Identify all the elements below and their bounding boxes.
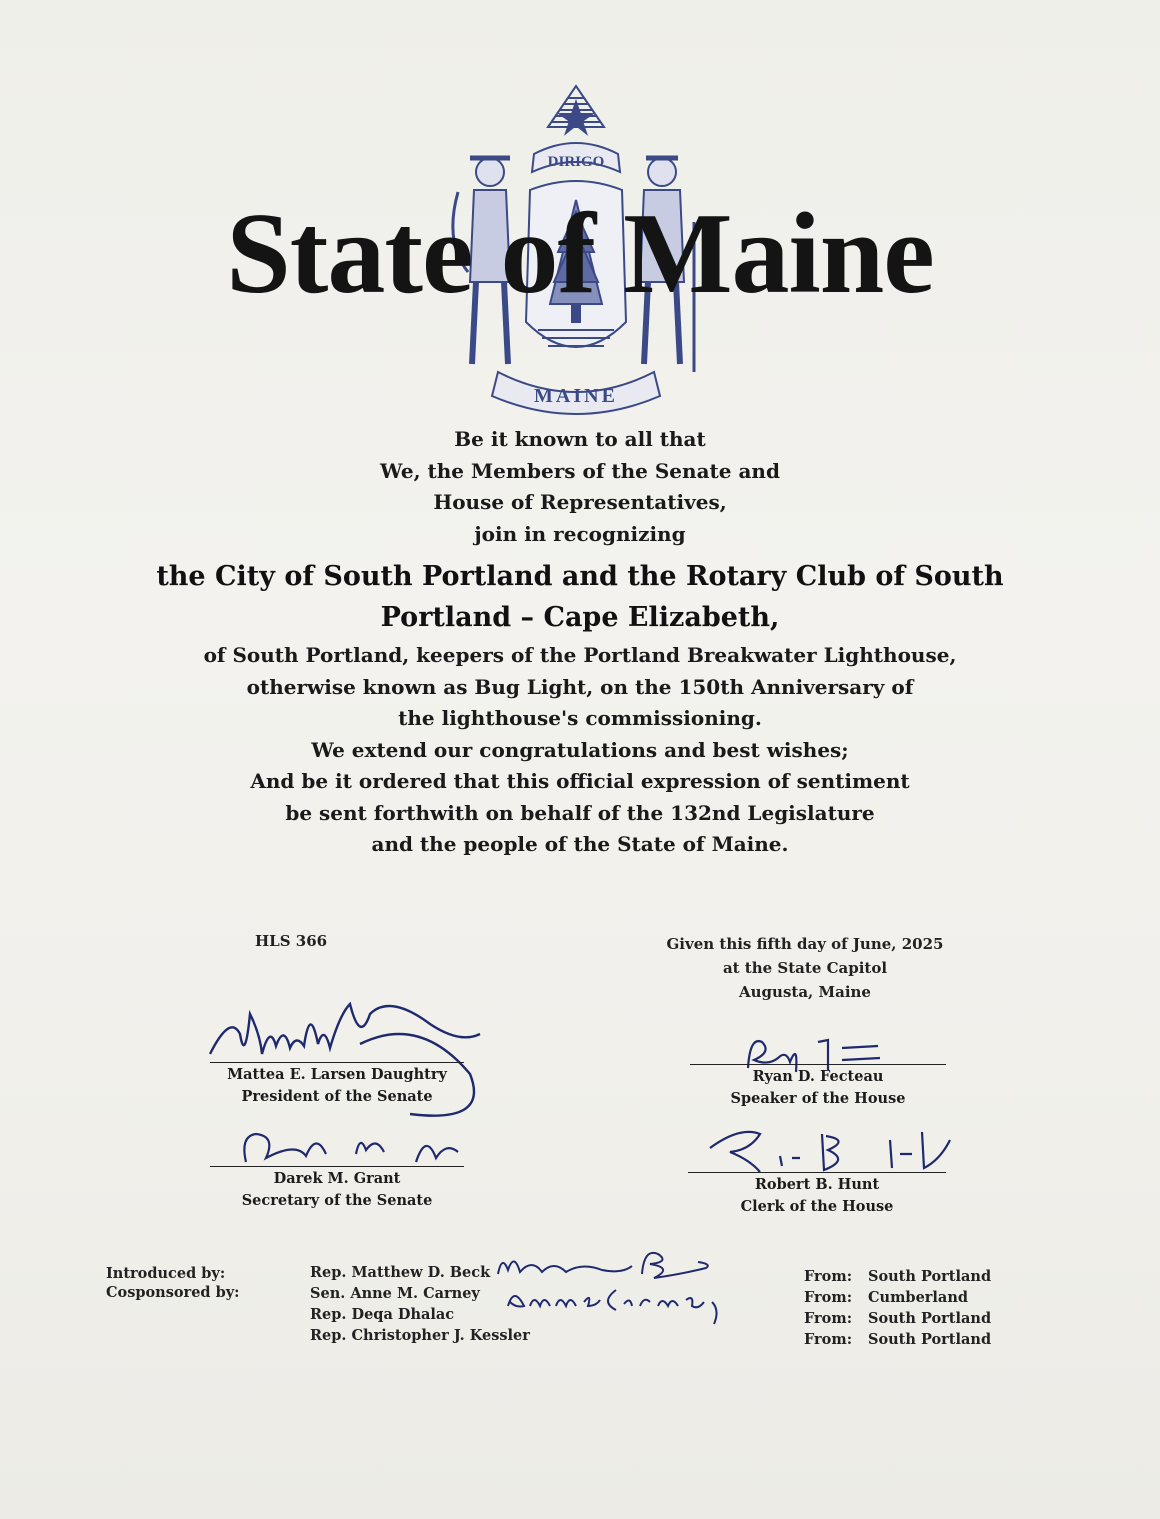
from-town: South Portland	[868, 1331, 992, 1348]
hls-number: HLS 366	[255, 932, 328, 950]
signatory-name: Darek M. Grant	[273, 1170, 401, 1187]
seal-scroll-text: MAINE	[534, 385, 618, 407]
carney-signature	[500, 1280, 730, 1328]
signatory-name: Ryan D. Fecteau	[752, 1068, 884, 1085]
honoree-line: Portland – Cape Elizabeth,	[380, 602, 780, 633]
signatory-title: Speaker of the House	[730, 1090, 906, 1107]
from-row	[804, 1287, 991, 1308]
preamble-line: House of Representatives,	[433, 490, 727, 514]
body-line: We extend our congratulations and best wishes;	[311, 737, 849, 762]
seal-banner-text: DIRIGO	[547, 154, 605, 170]
senate-secretary-block	[210, 1168, 464, 1212]
from-row	[804, 1266, 991, 1287]
given-line: at the State Capitol	[722, 959, 888, 977]
preamble-line: Be it known to all that	[454, 427, 706, 451]
preamble	[0, 424, 1160, 550]
senate-president-block	[210, 1064, 464, 1108]
given-line: Augusta, Maine	[739, 983, 871, 1001]
beck-signature	[492, 1244, 722, 1284]
sponsor-name: Rep. Matthew D. Beck	[310, 1264, 491, 1281]
honoree	[0, 556, 1160, 638]
cosponsored-label: Cosponsored by:	[106, 1284, 240, 1301]
from-label: From:	[804, 1310, 853, 1327]
resolution-body	[0, 640, 1160, 861]
from-label: From:	[804, 1289, 853, 1306]
signature-line	[690, 1064, 946, 1065]
body-line: of South Portland, keepers of the Portland Breakwater Lighthouse,	[203, 643, 957, 667]
body-line: be sent forthwith on behalf of the 132nd Legislature	[285, 800, 875, 825]
introduced-label: Introduced by:	[106, 1265, 226, 1282]
from-town: Cumberland	[868, 1289, 969, 1306]
house-clerk-signature	[700, 1120, 960, 1176]
signatory-name: Mattea E. Larsen Daughtry	[227, 1066, 447, 1083]
given-date-block	[630, 932, 980, 1004]
sponsor-name: Rep. Deqa Dhalac	[310, 1306, 455, 1323]
senate-secretary-signature	[226, 1122, 466, 1172]
document-title: State of Maine	[226, 190, 934, 318]
signatory-title: Secretary of the Senate	[241, 1192, 433, 1209]
body-line: otherwise known as Bug Light, on the 150th Anniversary of	[246, 674, 914, 699]
sponsor-name: Sen. Anne M. Carney	[310, 1285, 480, 1302]
house-speaker-block	[690, 1066, 946, 1110]
body-line: and the people of the State of Maine.	[371, 832, 789, 856]
given-line: Given this fifth day of June, 2025	[666, 935, 944, 953]
from-row	[804, 1329, 991, 1350]
preamble-line: We, the Members of the Senate and	[380, 458, 780, 483]
sponsor-name: Rep. Christopher J. Kessler	[310, 1327, 530, 1344]
sponsor-labels	[106, 1264, 240, 1302]
from-town: South Portland	[868, 1268, 992, 1285]
from-town: South Portland	[868, 1310, 992, 1327]
signatory-title: President of the Senate	[241, 1088, 433, 1105]
body-line: And be it ordered that this official expression of sentiment	[250, 769, 910, 793]
signature-line	[688, 1172, 946, 1173]
from-label: From:	[804, 1268, 853, 1285]
signatory-name: Robert B. Hunt	[754, 1176, 880, 1193]
house-clerk-block	[688, 1174, 946, 1218]
signatory-title: Clerk of the House	[740, 1198, 894, 1215]
body-line: the lighthouse's commissioning.	[398, 706, 762, 730]
preamble-line: join in recognizing	[474, 521, 686, 546]
from-label: From:	[804, 1331, 853, 1348]
signature-line	[210, 1062, 464, 1063]
honoree-line: the City of South Portland and the Rotary Club of South	[156, 561, 1004, 592]
from-row	[804, 1308, 991, 1329]
sponsor-towns	[804, 1266, 991, 1350]
signature-line	[210, 1166, 464, 1167]
